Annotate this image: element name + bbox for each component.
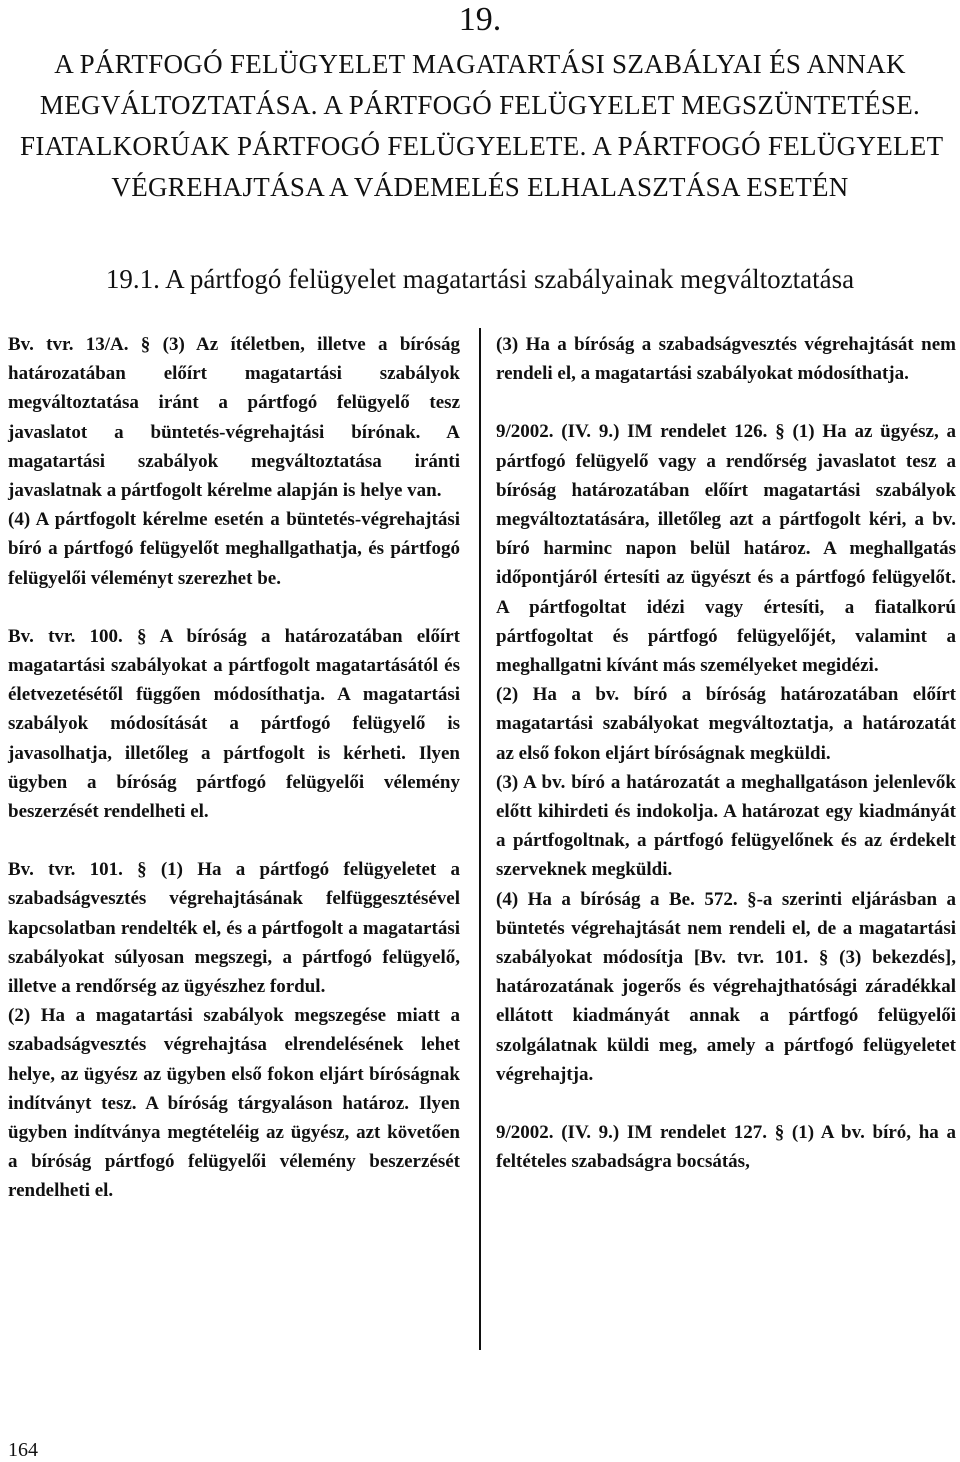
paragraph: Bv. tvr. 101. § (1) Ha a pártfogó felügyeletet a szabadságvesztés végrehajtásának felfüggesztésével kapcsolatban rendelték el, és a pártfogolt a magatartási szabályokat súlyosan megszegi, a pártfogó felügyelő, illetve a rendőrség az ügyészhez fordul.	[8, 859, 460, 998]
paragraph: Bv. tvr. 100. § A bíróság a határozatában előírt magatartási szabályokat a pártfogolt magatartásától és életvezetésétől függően módosíthatja. A magatartási szabályok módosítását a pártfogó felügyelő is javasolhatja, illetőleg a pártfogolt is kérheti. Ilyen ügyben a bíróság pártfogó felügyelői vélemény beszerzését rendelheti el.	[8, 625, 460, 823]
paragraph: (3) Ha a bíróság a szabadságvesztés végrehajtását nem rendeli el, a magatartási szabályokat módosíthatja.	[496, 334, 956, 385]
paragraph: (4) A pártfogolt kérelme esetén a büntetés-végrehajtási bíró a pártfogó felügyelőt meghallgathatja, és pártfogó felügyelői véleményt szerezhet be.	[8, 509, 460, 589]
paragraph: Bv. tvr. 13/A. § (3) Az ítéletben, illetve a bíróság határozatában előírt magatartási szabályok megváltoztatása iránt a pártfogó felügyelő tesz javaslatot a büntetés-végrehajtási bírónak. A magatartási szabályok megváltoztatása iránti javaslatnak a pártfogolt kérelme alapján is helye van.	[8, 334, 460, 502]
section-heading: 19.1. A pártfogó felügyelet magatartási szabályainak megváltoztatása	[105, 264, 855, 294]
chapter-title-line: MEGVÁLTOZTATÁSA. A PÁRTFOGÓ FELÜGYELET MEGSZÜNTETÉSE.	[39, 90, 921, 120]
paragraph: 9/2002. (IV. 9.) IM rendelet 127. § (1) A bv. bíró, ha a feltételes szabadságra bocsátás,	[496, 1122, 956, 1173]
chapter-title-line: VÉGREHAJTÁSA A VÁDEMELÉS ELHALASZTÁSA ESETÉN	[111, 172, 849, 202]
right-column	[496, 330, 956, 1176]
left-column	[8, 330, 460, 1206]
chapter-title-line: FIATALKORÚAK PÁRTFOGÓ FELÜGYELETE. A PÁRTFOGÓ FELÜGYELET	[20, 131, 944, 161]
paragraph: (2) Ha a magatartási szabályok megszegése miatt a szabadságvesztés végrehajtása elrendelésének lehet helye, az ügyész az ügyben első fokon eljárt bíróságnak indítványt tesz. A bíróság tárgyaláson határoz. Ilyen ügyben indítványa megtételéig az ügyész, azt követően a bíróság pártfogó felügyelői vélemény beszerzését rendelheti el.	[8, 1005, 460, 1202]
chapter-title	[20, 44, 944, 208]
chapter-number: 19.	[458, 1, 502, 38]
column-divider	[479, 328, 481, 1350]
chapter-title-line: A PÁRTFOGÓ FELÜGYELET MAGATARTÁSI SZABÁLYAI ÉS ANNAK	[54, 49, 906, 79]
page-number: 164	[8, 1439, 38, 1461]
paragraph: (4) Ha a bíróság a Be. 572. §-a szerinti eljárásban a büntetés végrehajtását nem rendeli el, de a magatartási szabályokat módosítja [Bv. tvr. 101. § (3) bekezdés], határozatának jogerős és végrehajthatósági záradékkal ellátott kiadmányát annak a pártfogó felügyelői szolgálatnak küldi meg, amely a pártfogó felügyeletet végrehajtja.	[496, 888, 956, 1085]
paragraph: 9/2002. (IV. 9.) IM rendelet 126. § (1) Ha az ügyész, a pártfogó felügyelő vagy a rendőrség javaslatot tesz a bíróság határozatában előírt magatartási szabályok megváltoztatására, illetőleg azt a pártfogolt kéri, a bv. bíró harminc napon belül határoz. A meghallgatás időpontjáról értesíti az ügyészt és a pártfogó felügyelőt. A pártfogoltat idézi vagy értesíti, a fiatalkorú pártfogoltat és pártfogó felügyelőjét, valamint a meghallgatni kívánt más személyeket megidézi.	[496, 421, 956, 677]
paragraph: (2) Ha a bv. bíró a bíróság határozatában előírt magatartási szabályokat megváltoztatja, a határozatát az első fokon eljárt bíróságnak megküldi.	[496, 684, 956, 764]
paragraph: (3) A bv. bíró a határozatát a meghallgatáson jelenlevők előtt kihirdeti és indokolja. A határozat egy kiadmányát a pártfogoltnak, a pártfogó felügyelőnek és az érdekelt szerveknek megküldi.	[496, 771, 956, 881]
